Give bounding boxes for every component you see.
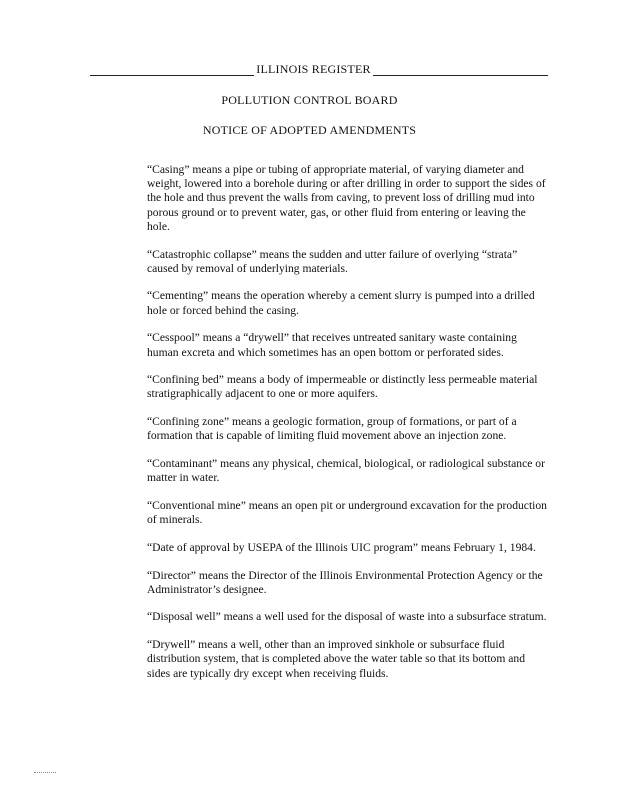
definition-conventional-mine: “Conventional mine” means an open pit or underground excavation for the production of minerals. <box>147 498 547 527</box>
definition-confining-bed: “Confining bed” means a body of impermeable or distinctly less permeable material stratigraphically adjacent to one or more aquifers. <box>147 373 538 401</box>
definition-catastrophic-collapse: “Catastrophic collapse” means the sudden and utter failure of overlying “strata” caused by removal of underlying materials. <box>147 247 518 275</box>
definition-contaminant: “Contaminant” means any physical, chemical, biological, or radiological substance or matter in water. <box>147 457 545 485</box>
definitions-list <box>147 163 547 694</box>
definition-casing: “Casing” means a pipe or tubing of appropriate material, of varying diameter and weight, lowered into a borehole during or after drilling in order to support the sides of the hole and thus prevent the walls from caving, to prevent loss of drilling mud into porous ground or to prevent water, gas, or other fluid from entering or leaving the hole. <box>147 163 546 233</box>
footer-mark <box>34 772 56 773</box>
definition-director: “Director” means the Director of the Illinois Environmental Protection Agency or the Administrator’s designee. <box>147 568 543 596</box>
definition-drywell: “Drywell” means a well, other than an improved sinkhole or subsurface fluid distribution system, that is completed above the water table so that its bottom and sides are typically dry except when receiving fluids. <box>147 638 526 680</box>
notice-title: NOTICE OF ADOPTED AMENDMENTS <box>202 123 417 137</box>
definition-confining-zone: “Confining zone” means a geologic formation, group of formations, or part of a formation that is capable of limiting fluid movement above an injection zone. <box>147 415 517 443</box>
register-title-text: ILLINOIS REGISTER <box>256 62 371 76</box>
register-title <box>0 62 619 77</box>
board-title: POLLUTION CONTROL BOARD <box>221 93 398 107</box>
definition-date-of-approval: “Date of approval by USEPA of the Illinois UIC program” means February 1, 1984. <box>147 540 536 554</box>
definition-cesspool: “Cesspool” means a “drywell” that receives untreated sanitary waste containing human excreta and which sometimes has an open bottom or perforated sides. <box>147 331 517 359</box>
definition-cementing: “Cementing” means the operation whereby a cement slurry is pumped into a drilled hole or forced behind the casing. <box>147 289 535 317</box>
definition-disposal-well: “Disposal well” means a well used for the disposal of waste into a subsurface stratum. <box>147 610 547 624</box>
